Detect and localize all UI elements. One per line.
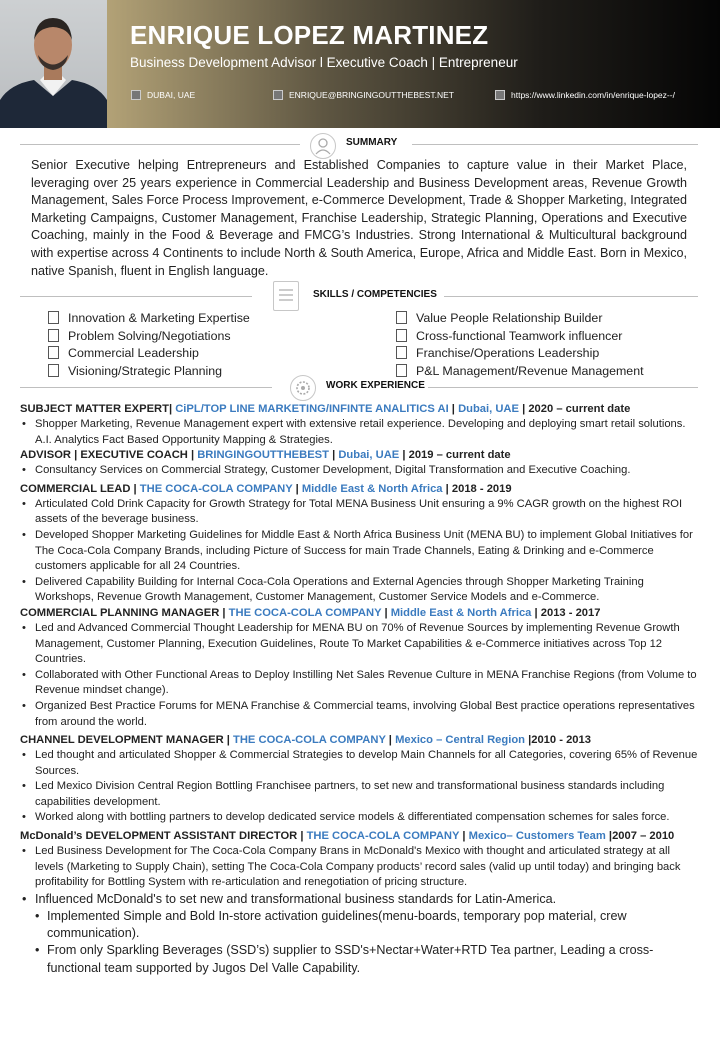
location-icon bbox=[131, 90, 141, 100]
email-icon bbox=[273, 90, 283, 100]
job-dates: | 2013 - 2017 bbox=[531, 606, 601, 619]
checkbox-icon bbox=[396, 311, 407, 324]
divider-line bbox=[444, 296, 698, 297]
divider-line bbox=[428, 387, 698, 388]
divider-line bbox=[412, 144, 698, 145]
checkbox-icon bbox=[48, 329, 59, 342]
job-bullets bbox=[20, 891, 700, 908]
job-bullet: • Influenced McDonald's to set new and transformational business standards for Latin-America. bbox=[35, 891, 700, 908]
job-role: COMMERCIAL LEAD | bbox=[20, 482, 140, 495]
job-company: THE COCA-COLA COMPANY bbox=[228, 606, 382, 619]
job-bullet: • Led thought and articulated Shopper & Commercial Strategies to develop Main Channels for all Categories, covering 65% of Revenue Sources. bbox=[35, 748, 700, 779]
job-separator: | bbox=[292, 482, 302, 495]
work-heading-row bbox=[20, 380, 698, 396]
summary-heading-row bbox=[20, 137, 698, 153]
skill-item bbox=[396, 363, 644, 381]
checkbox-icon bbox=[396, 364, 407, 377]
profile-photo bbox=[0, 0, 107, 128]
job-sub-bullet: • From only Sparkling Beverages (SSD’s) supplier to SSD's+Nectar+Water+RTD Tea partner, Leading a cross-functional team supported by Jugos Del Valle Capability. bbox=[47, 942, 700, 976]
job-sub-bullets bbox=[20, 908, 700, 977]
divider-line bbox=[20, 144, 300, 145]
skills-heading-row bbox=[20, 289, 698, 305]
job-dates: |2010 - 2013 bbox=[525, 734, 591, 747]
checkbox-icon bbox=[396, 329, 407, 342]
divider-line bbox=[20, 387, 272, 388]
checkbox-icon bbox=[48, 311, 59, 324]
email-contact[interactable] bbox=[273, 90, 454, 100]
skill-item bbox=[396, 345, 644, 363]
candidate-subtitle: Business Development Advisor l Executive Coach | Entrepreneur bbox=[130, 55, 518, 70]
candidate-name: ENRIQUE LOPEZ MARTINEZ bbox=[130, 20, 489, 50]
gears-icon bbox=[290, 375, 316, 401]
job-separator: | bbox=[385, 734, 396, 747]
job-title bbox=[20, 733, 700, 748]
skill-label: Innovation & Marketing Expertise bbox=[68, 311, 250, 325]
job-bullet: • Led and Advanced Commercial Thought Leadership for MENA BU on 70% of Revenue Sources by implementing Revenue Growth Management, Customer Planning, Execution Guidelines, Route To Market Capabilities & e-Commerce initiatives across Top 12 Countries. bbox=[35, 621, 700, 668]
skill-item bbox=[48, 345, 250, 363]
job-bullets bbox=[20, 844, 700, 891]
job-title bbox=[20, 829, 700, 844]
skill-item bbox=[396, 310, 644, 328]
job-company: BRINGINGOUTTHEBEST bbox=[197, 449, 329, 462]
job-bullet: • Consultancy Services on Commercial Strategy, Customer Development, Digital Transformation and Executive Coaching. bbox=[35, 463, 700, 479]
location-text: DUBAI, UAE bbox=[147, 90, 196, 100]
email-text[interactable]: ENRIQUE@BRINGINGOUTTHEBEST.NET bbox=[289, 90, 454, 100]
job-bullet: • Worked along with bottling partners to develop dedicated service models & differentiated compensation schemes for sales force. bbox=[35, 810, 700, 826]
summary-heading: SUMMARY bbox=[346, 137, 398, 148]
linkedin-contact[interactable] bbox=[495, 90, 675, 100]
job-title bbox=[20, 606, 700, 621]
job-location: Dubai, UAE bbox=[338, 449, 400, 462]
location-contact bbox=[131, 90, 195, 100]
job-location: Mexico – Central Region bbox=[395, 734, 525, 747]
skill-item bbox=[48, 310, 250, 328]
job-separator: | bbox=[381, 606, 391, 619]
job-bullet: • Collaborated with Other Functional Areas to Deploy Instilling Net Sales Revenue Culture in MENA Franchise Regions (from Volume to Revenue mindset change). bbox=[35, 668, 700, 699]
skills-heading: SKILLS / COMPETENCIES bbox=[313, 289, 437, 300]
checkbox-icon bbox=[396, 346, 407, 359]
job-location: Middle East & North Africa bbox=[390, 606, 532, 619]
skill-item bbox=[48, 363, 250, 381]
work-heading: WORK EXPERIENCE bbox=[326, 380, 425, 391]
job-company: THE COCA-COLA COMPANY bbox=[139, 482, 293, 495]
job-title bbox=[20, 482, 700, 497]
divider-line bbox=[20, 296, 252, 297]
checklist-icon bbox=[273, 281, 299, 311]
job-dates: |2007 – 2010 bbox=[605, 830, 675, 843]
job-separator: | bbox=[328, 449, 339, 462]
job-location: Middle East & North Africa bbox=[301, 482, 443, 495]
job-bullet: • Articulated Cold Drink Capacity for Growth Strategy for Total MENA Business Unit ensuring a 9% CAGR growth on the highest ROI assets of the beverage business. bbox=[35, 497, 700, 528]
job-bullets bbox=[20, 497, 700, 606]
job-bullet: • Organized Best Practice Forums for MENA Franchise & Commercial teams, involving Global Best practice operations representatives from around the world. bbox=[35, 699, 700, 730]
linkedin-text[interactable]: https://www.linkedin.com/in/enrique-lopez--/ bbox=[511, 90, 675, 100]
skill-label: Visioning/Strategic Planning bbox=[68, 363, 223, 378]
job-bullet: • Led Mexico Division Central Region Bottling Franchisee partners, to set new and transformational business standards including capabilities development. bbox=[35, 779, 700, 810]
summary-text: Senior Executive helping Entrepreneurs and Established Companies to capture value in their Market Place, leveraging over 25 years experience in Commercial Leadership and Business Development areas, Revenue Growth Management, Sales Force Process Improvement, e-Commerce Development, Trade & Shopper Marketing, Integrated Marketing Campaigns, Customer Management, Franchise Leadership, Strategic Planning, Operations and Executive Coaching, mainly in the Food & Beverage and FMCG’s Industries. Strong International & Multicultural background with expertise across 4 Continents to include North & South America, Europe, Africa and Middle East. Born in Mexico, native Spanish, fluent in English language. bbox=[31, 158, 687, 278]
job-dates: | 2020 – current date bbox=[518, 403, 631, 415]
job-bullet: • Delivered Capability Building for Internal Coca-Cola Operations and External Agencies through Shopper Marketing Training Workshops, Revenue Growth Management, Customer Management, Customer Service Models and e-Commerce. bbox=[35, 575, 700, 606]
job-company: THE COCA-COLA COMPANY bbox=[233, 734, 386, 747]
job-role: CHANNEL DEVELOPMENT MANAGER | bbox=[20, 734, 234, 747]
job-bullet: • Shopper Marketing, Revenue Management expert with extensive retail experience. Developing and deploying smart retail solutions. A.I. Analytics Fact Based Opportunity Mapping & Strategies. bbox=[35, 417, 700, 448]
skill-label: Franchise/Operations Leadership bbox=[416, 346, 600, 361]
person-icon bbox=[310, 133, 336, 159]
linkedin-icon bbox=[495, 90, 505, 100]
work-experience bbox=[20, 402, 700, 977]
job-bullets bbox=[20, 463, 700, 479]
job-role: SUBJECT MATTER EXPERT| bbox=[20, 403, 176, 415]
job-separator: | bbox=[448, 403, 459, 415]
job-company: THE COCA-COLA COMPANY bbox=[306, 830, 460, 843]
header-banner bbox=[0, 0, 720, 128]
job-location: Dubai, UAE bbox=[458, 403, 519, 415]
job-role: COMMERCIAL PLANNING MANAGER | bbox=[20, 606, 229, 619]
skills-right-column bbox=[396, 310, 644, 380]
job-bullet: • Led Business Development for The Coca-Cola Company Brans in McDonald's Mexico with thought and articulated strategy at all levels (Marketing to Supply Chain), setting The Coca-Cola Company products’ record sales (valid up until today) and bringing back profitability for Bottling System with re-articulation and renegotiation of pricing structure. bbox=[35, 844, 700, 891]
job-location: Mexico– Customers Team bbox=[468, 830, 606, 843]
skill-label: Value People Relationship Builder bbox=[416, 311, 603, 325]
job-bullet: • Developed Shopper Marketing Guidelines for Middle East & North Africa Business Unit (MENA BU) to implement Global Initiatives for The Coca-Cola Company Brands, including Picture of Success for main Trade Channels, Eating & Drinking and e-Commerce customers applicable for all 24 Countries. bbox=[35, 528, 700, 575]
job-role: McDonald’s DEVELOPMENT ASSISTANT DIRECTOR | bbox=[20, 830, 307, 843]
job-title bbox=[20, 448, 700, 463]
skill-label: Cross-functional Teamwork influencer bbox=[416, 328, 623, 343]
skill-label: P&L Management/Revenue Management bbox=[416, 363, 644, 378]
skill-item bbox=[48, 328, 250, 346]
job-title bbox=[20, 402, 700, 417]
job-role: ADVISOR | EXECUTIVE COACH | bbox=[20, 449, 198, 462]
checkbox-icon bbox=[48, 364, 59, 377]
job-sub-bullet: • Implemented Simple and Bold In-store activation guidelines(menu-boards, temporary pop material, crew communication). bbox=[47, 908, 700, 942]
job-bullets bbox=[20, 417, 700, 448]
job-bullets bbox=[20, 748, 700, 826]
job-dates: | 2018 - 2019 bbox=[442, 482, 512, 495]
job-separator: | bbox=[459, 830, 469, 843]
skill-item bbox=[396, 328, 644, 346]
job-company: CiPL/TOP LINE MARKETING/INFINTE ANALITICS AI bbox=[175, 403, 449, 415]
skills-left-column bbox=[48, 310, 250, 380]
checkbox-icon bbox=[48, 346, 59, 359]
skill-label: Problem Solving/Negotiations bbox=[68, 328, 231, 343]
job-bullets bbox=[20, 621, 700, 730]
skill-label: Commercial Leadership bbox=[68, 346, 199, 361]
job-dates: | 2019 – current date bbox=[399, 449, 511, 462]
